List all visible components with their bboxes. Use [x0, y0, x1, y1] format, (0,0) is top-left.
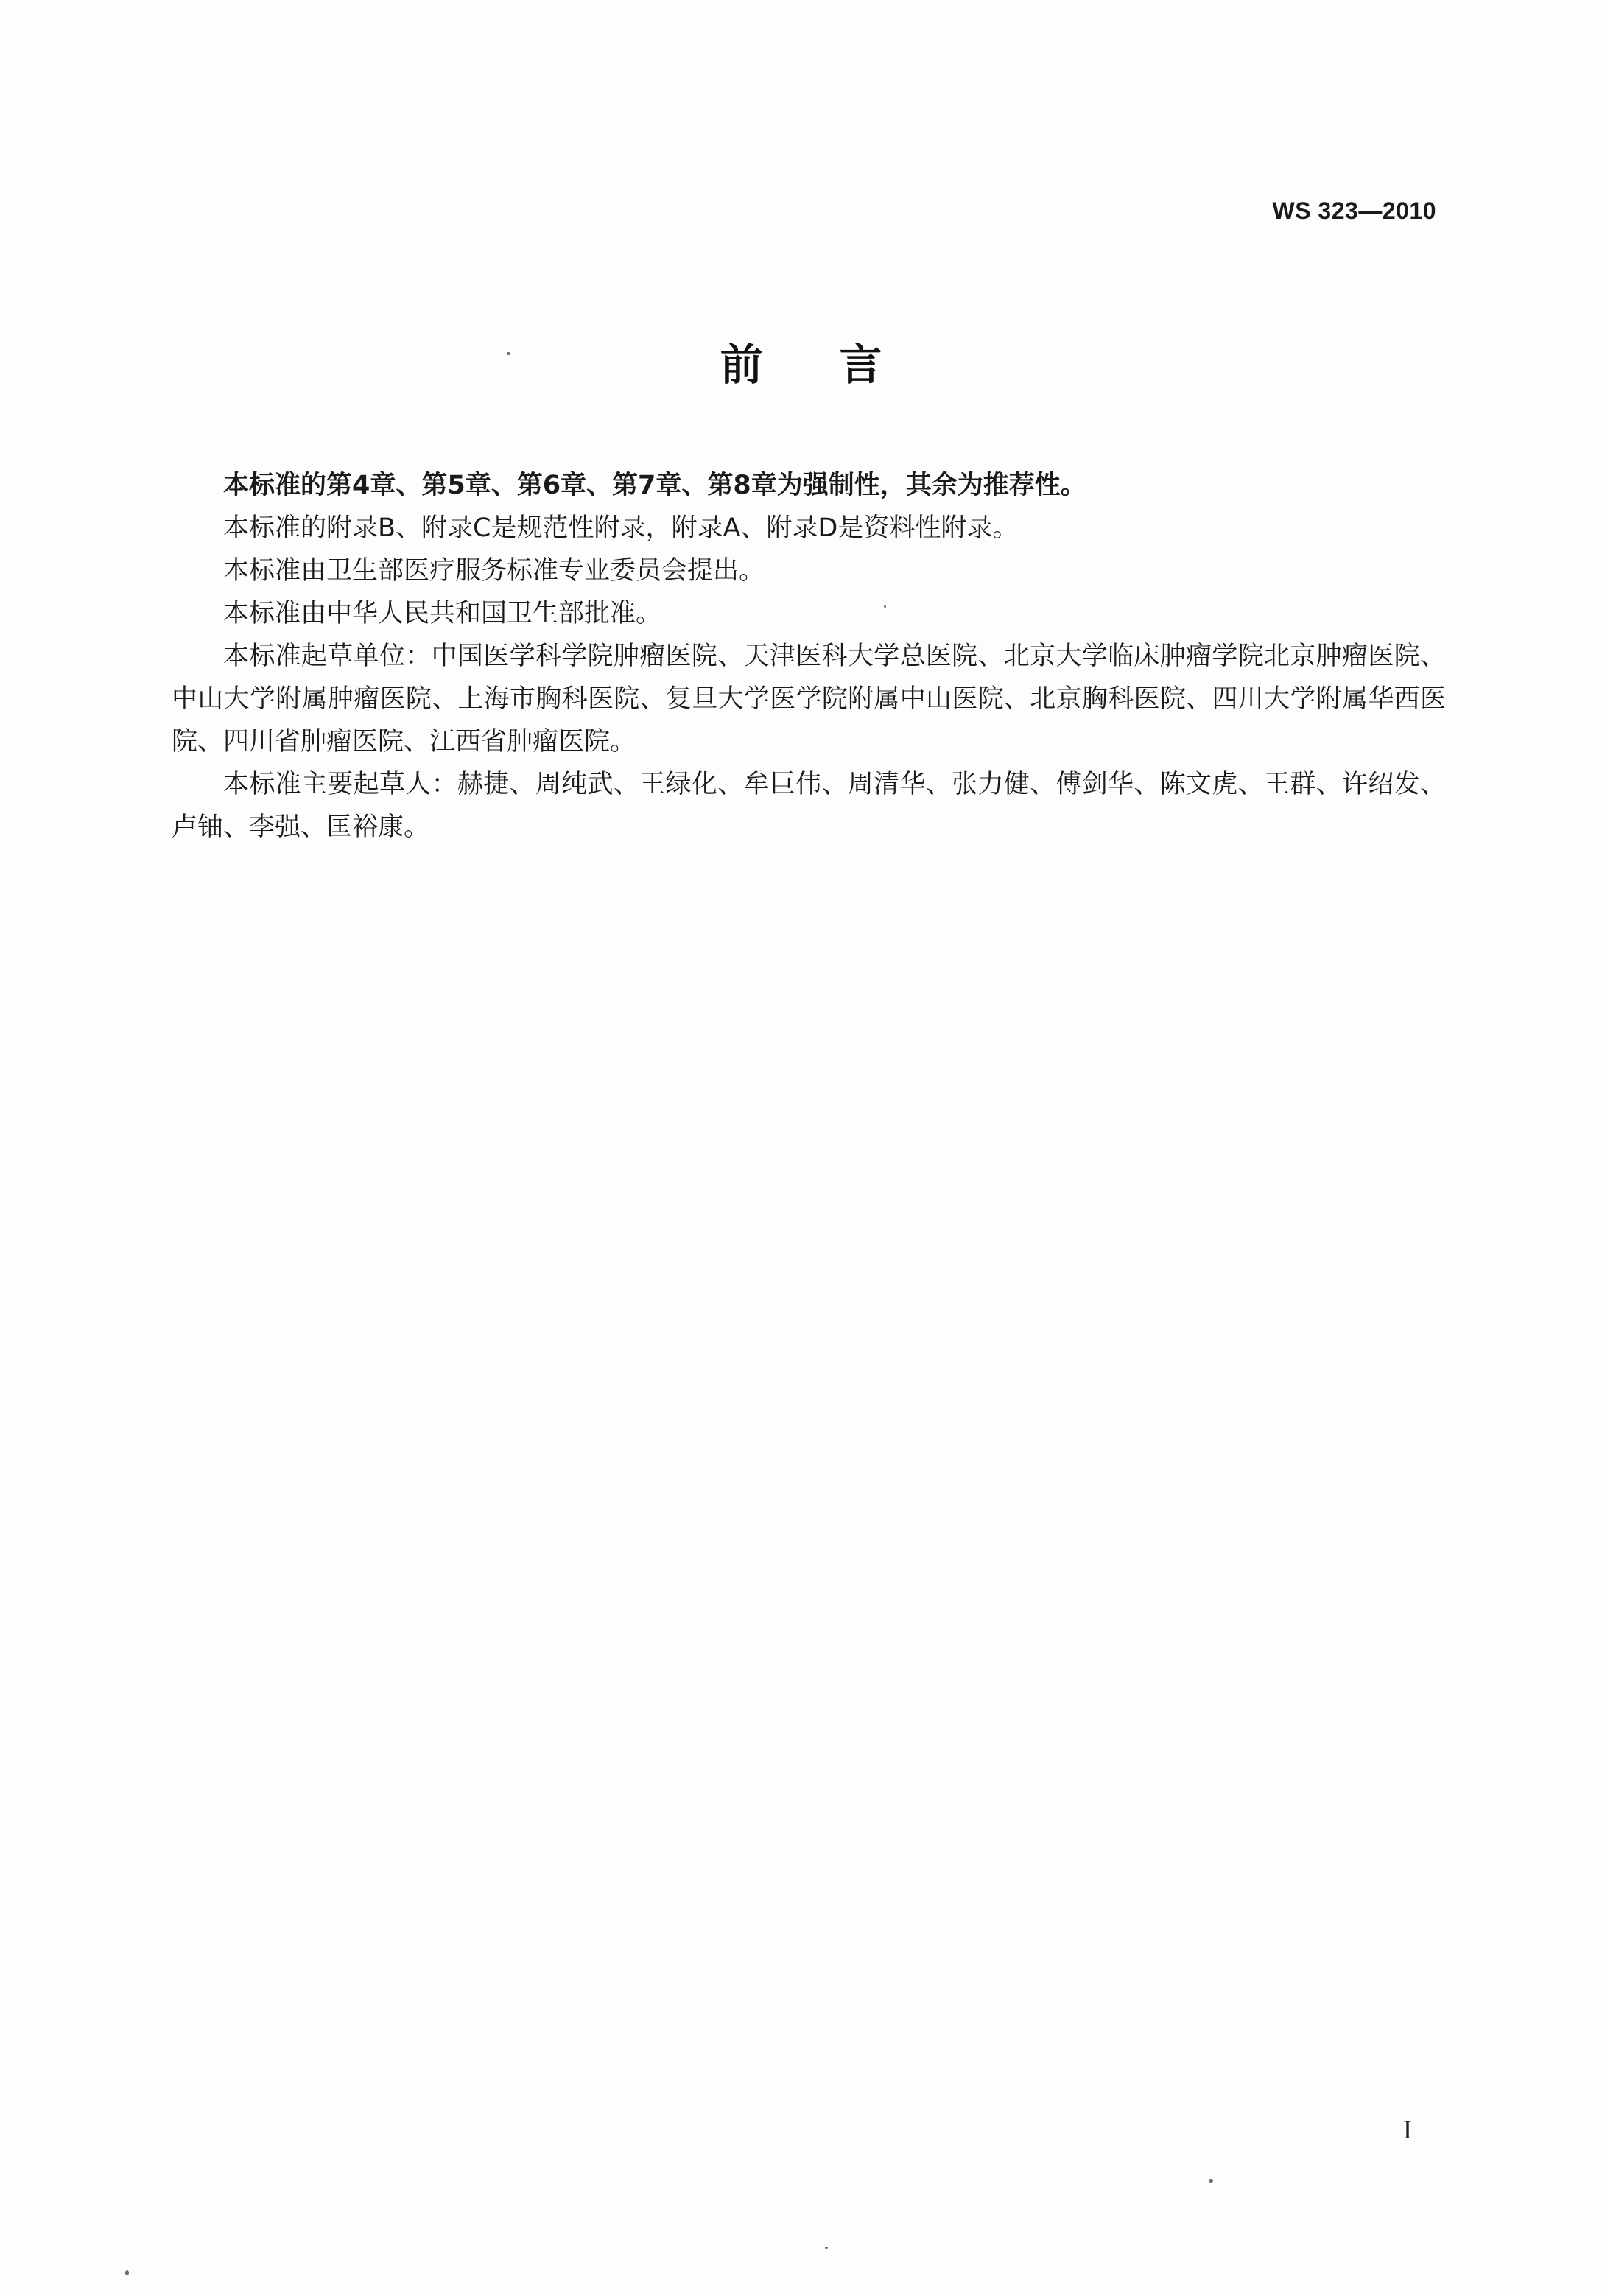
preface-body — [172, 464, 1446, 849]
page-title: 前言 — [720, 340, 959, 390]
paragraph-appendices: 本标准的附录B、附录C是规范性附录，附录A、附录D是资料性附录。 — [223, 513, 1019, 543]
page-number: I — [1403, 2115, 1412, 2144]
scan-speck — [1209, 2179, 1213, 2183]
paragraph-mandatory-chapters: 本标准的第4章、第5章、第6章、第7章、第8章为强制性，其余为推荐性。 — [223, 471, 1086, 500]
paragraph-drafting-units: 本标准起草单位：中国医学科学院肿瘤医院、天津医科大学总医院、北京大学临床肿瘤学院北京肿瘤医院、中山大学附属肿瘤医院、上海市胸科医院、复旦大学医学院附属中山医院、北京胸科医院、四川大学附属华西医院、四川省肿瘤医院、江西省肿瘤医院。 — [172, 642, 1446, 756]
paragraph-approver: 本标准由中华人民共和国卫生部批准。 — [223, 599, 662, 628]
scan-speck — [125, 2270, 129, 2275]
paragraph-drafters: 本标准主要起草人：赫捷、周纯武、王绿化、牟巨伟、周清华、张力健、傅剑华、陈文虎、王群、许绍发、卢铀、李强、匡裕康。 — [172, 770, 1446, 842]
scan-speck — [825, 2247, 828, 2249]
scan-speck — [507, 352, 510, 355]
paragraph-proposer: 本标准由卫生部医疗服务标准专业委员会提出。 — [223, 556, 765, 586]
standard-number: WS 323—2010 — [1272, 197, 1436, 224]
scan-speck — [884, 605, 886, 608]
